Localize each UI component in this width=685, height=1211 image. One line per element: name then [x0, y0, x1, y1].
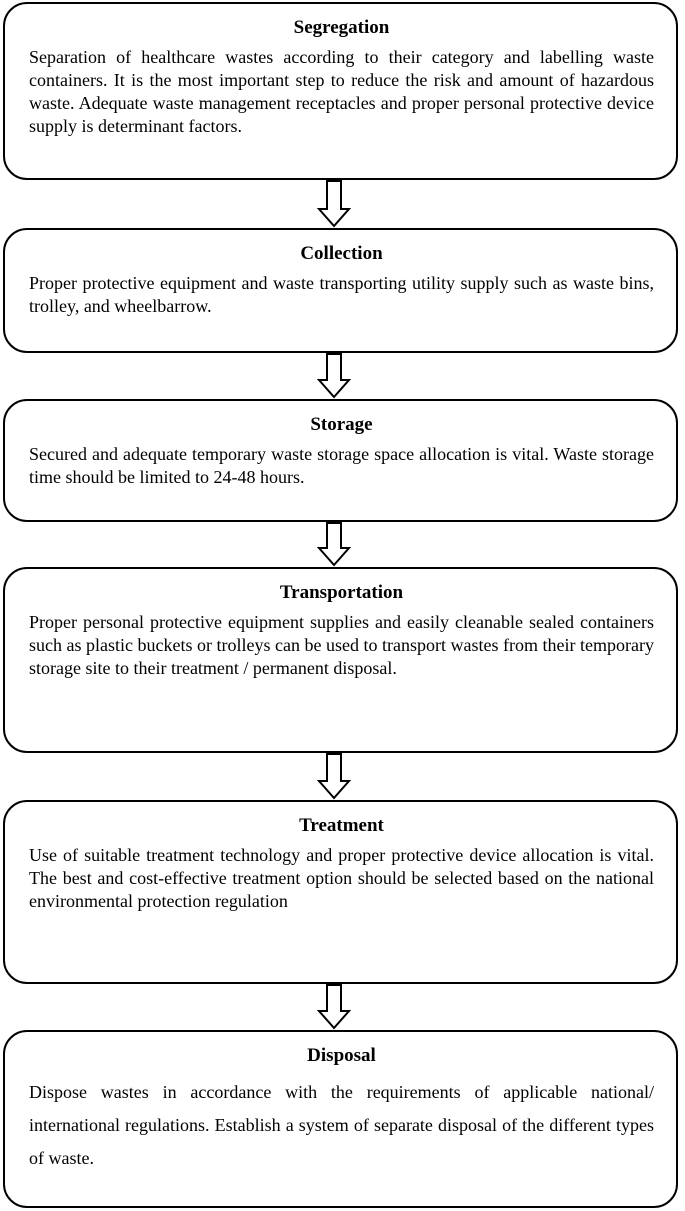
step-title: Storage: [310, 414, 373, 435]
step-description: Proper personal protective equipment supplies and easily cleanable sealed containers such as plastic buckets or trolleys can be used to transport wastes from their temporary storage site to their treatment / permanent disposal.: [29, 612, 654, 678]
down-arrow-icon: [316, 180, 352, 228]
step-description: Secured and adequate temporary waste storage space allocation is vital. Waste storage time should be limited to 24-48 hours.: [29, 444, 654, 487]
down-arrow-icon: [316, 353, 352, 399]
step-title: Disposal: [307, 1045, 376, 1066]
down-arrow-icon: [316, 753, 352, 800]
step-box-transportation: [3, 567, 678, 753]
down-arrow-icon: [316, 522, 352, 567]
step-description: Proper protective equipment and waste transporting utility supply such as waste bins, trolley, and wheelbarrow.: [29, 273, 654, 316]
step-box-treatment: [3, 800, 678, 984]
step-box-segregation: [3, 2, 678, 180]
step-title: Segregation: [293, 17, 390, 38]
down-arrow-icon: [316, 984, 352, 1030]
step-description: Use of suitable treatment technology and proper protective device allocation is vital. The best and cost-effective treatment option should be selected based on the national environmental protection regulation: [29, 845, 654, 911]
step-description: Dispose wastes in accordance with the requirements of applicable national/ international regulations. Establish a system of separate disposal of the different types of waste.: [29, 1082, 654, 1168]
step-title: Collection: [300, 243, 383, 264]
step-title: Treatment: [299, 815, 384, 836]
step-box-storage: [3, 399, 678, 522]
step-title: Transportation: [279, 582, 404, 603]
step-box-collection: [3, 228, 678, 353]
step-description: Separation of healthcare wastes according to their category and labelling waste containers. It is the most important step to reduce the risk and amount of hazardous waste. Adequate waste management receptacles and proper personal protective device supply is determinant factors.: [29, 47, 654, 136]
step-box-disposal: [3, 1030, 678, 1208]
